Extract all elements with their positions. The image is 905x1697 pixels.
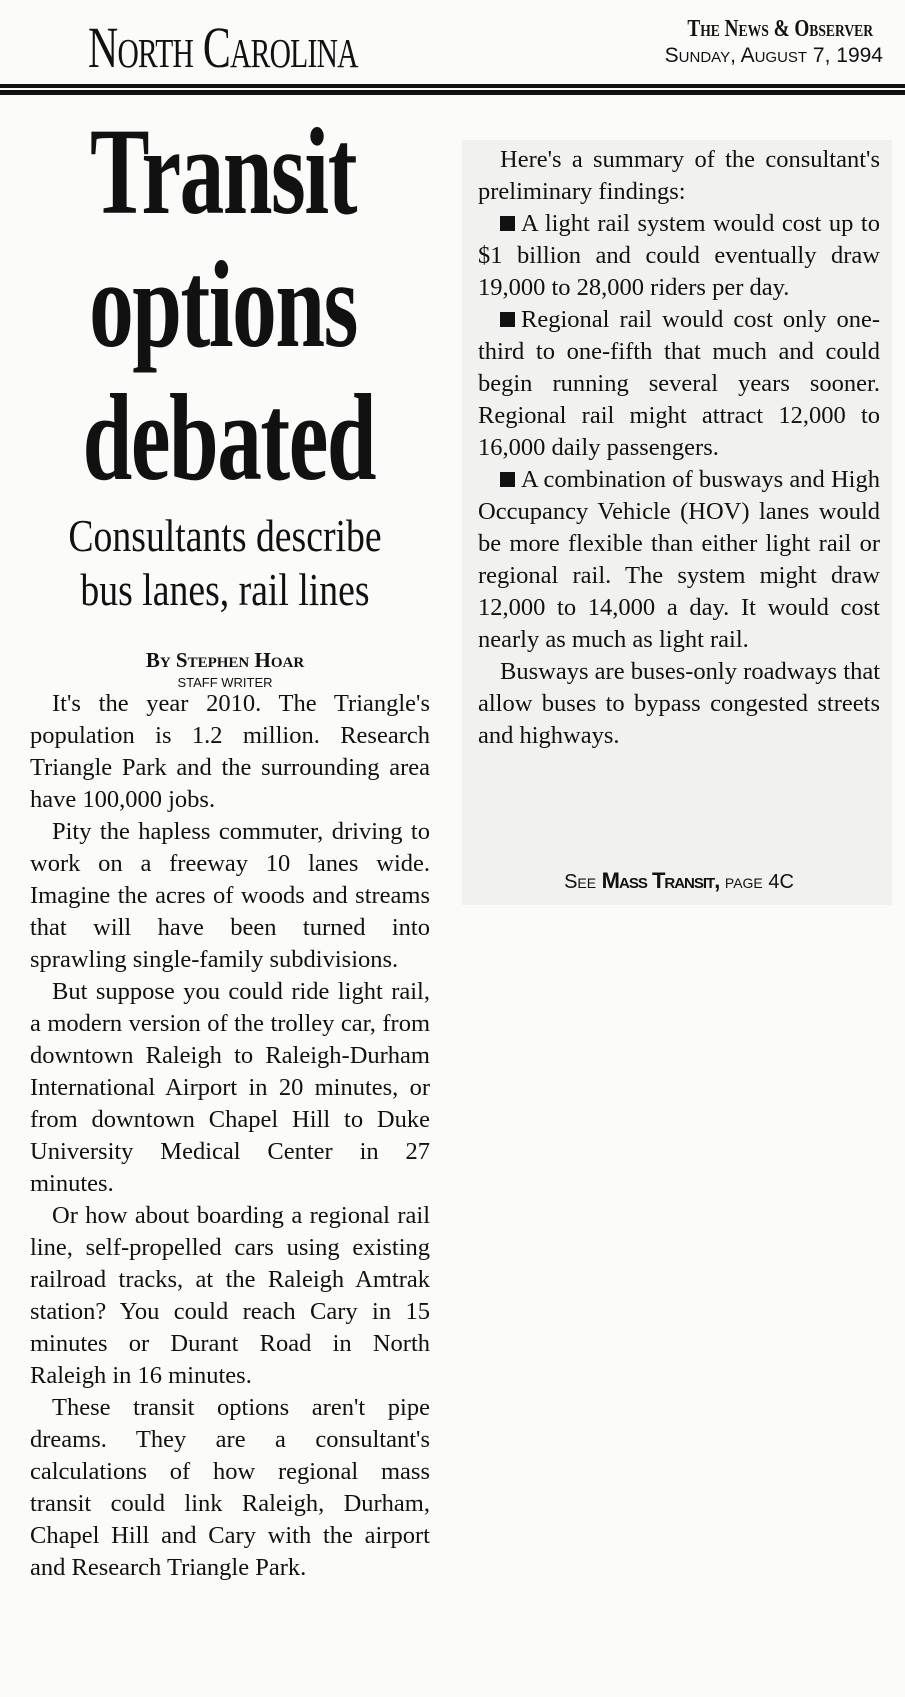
jump-line: See Mass Transit, page 4C: [564, 868, 794, 893]
jump-page: page 4C: [724, 871, 794, 893]
header-rule: [0, 84, 905, 88]
paragraph: These transit options aren't pipe dreams. They are a consultant's calculations of how regional mass transit could link Raleigh, Durham, Chapel Hill and Cary with the airport and Research Triangle Park.: [30, 1394, 430, 1581]
summary-intro: Here's a summary of the consultant's preliminary findings:: [478, 146, 880, 205]
headline-line-3: debated: [82, 369, 376, 506]
section-title: North Carolina: [88, 15, 358, 80]
bullet-square-icon: [500, 216, 515, 231]
bullet-square-icon: [500, 472, 515, 487]
jump-target: Mass Transit,: [601, 868, 720, 893]
bullet-item: Regional rail would cost only one-third to one-fifth that much and could begin running several years sooner. Regional rail might attract 12,000 to 16,000 daily passengers.: [478, 306, 880, 461]
headline-line-2: options: [89, 236, 357, 373]
article-body: [30, 688, 430, 1584]
paragraph: It's the year 2010. The Triangle's population is 1.2 million. Research Triangle Park and the surrounding area have 100,000 jobs.: [30, 690, 430, 813]
paragraph: Pity the hapless commuter, driving to work on a freeway 10 lanes wide. Imagine the acres of woods and streams that will have been turned into sprawling single-family subdivisions.: [30, 818, 430, 973]
newspaper-name: The News & Observer: [687, 16, 873, 42]
headline-line-1: Transit: [89, 103, 357, 240]
bullet-square-icon: [500, 312, 515, 327]
paragraph: But suppose you could ride light rail, a modern version of the trolley car, from downtown Raleigh to Raleigh-Durham International Airport in 20 minutes, or from downtown Chapel Hill to Duke University Medical Center in 27 minutes.: [30, 978, 430, 1197]
bullet-item: A combination of busways and High Occupancy Vehicle (HOV) lanes would be more flexible than either light rail or regional rail. The system might draw 12,000 to 14,000 a day. It would cost nearly as much as light rail.: [478, 466, 880, 653]
findings-summary: [478, 144, 880, 752]
paragraph: Or how about boarding a regional rail line, self-propelled cars using existing railroad tracks, at the Raleigh Amtrak station? You could reach Cary in 15 minutes or Durant Road in North Raleigh in 16 minutes.: [30, 1202, 430, 1389]
byline-role: STAFF WRITER: [177, 675, 273, 690]
bullet-item: A light rail system would cost up to $1 billion and could eventually draw 19,000 to 28,000 riders per day.: [478, 210, 880, 301]
deck-line-2: bus lanes, rail lines: [80, 564, 370, 615]
byline: By Stephen Hoar: [145, 648, 305, 672]
busways-note: Busways are buses-only roadways that allow buses to bypass congested streets and highways.: [478, 658, 880, 749]
deck-line-1: Consultants describe: [68, 510, 382, 561]
publication-date: Sunday, August 7, 1994: [664, 44, 883, 67]
header-rule-thick: [0, 90, 905, 95]
